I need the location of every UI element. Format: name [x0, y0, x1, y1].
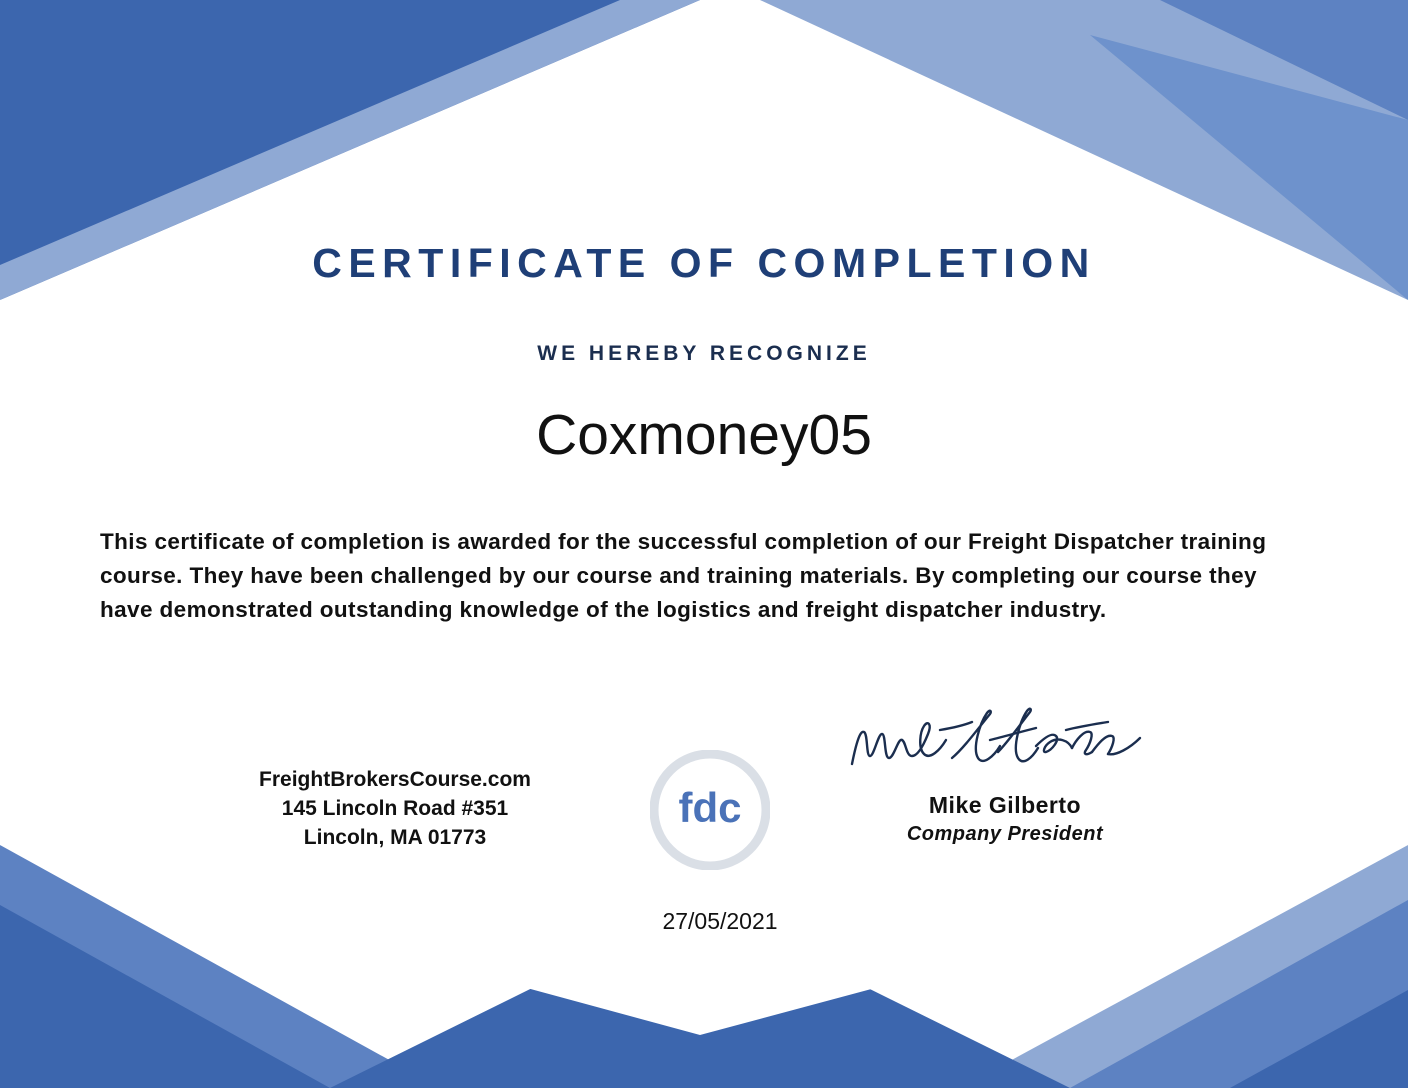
fdc-logo-text: fdc [678, 784, 742, 831]
fdc-logo-icon [650, 750, 770, 870]
recognition-label: WE HEREBY RECOGNIZE [537, 342, 871, 365]
handwritten-signature-icon [840, 700, 1170, 790]
issuer-address-line1: 145 Lincoln Road #351 [281, 797, 509, 820]
signer-name: Mike Gilberto [928, 792, 1082, 818]
signer-role: Company President [906, 823, 1104, 845]
page-title: CERTIFICATE OF COMPLETION [312, 240, 1096, 286]
issuer-website: FreightBrokersCourse.com [259, 768, 531, 791]
issuer-address-line2: Lincoln, MA 01773 [303, 826, 487, 849]
issuer-address [150, 765, 640, 852]
certificate-body-text: This certificate of completion is awarded for the successful completion of our Freight Dispatcher training course. They have been challenged by our course and training materials. By completing our course they have demonstrated outstanding knowledge of the logistics and freight dispatcher industry. [100, 529, 1267, 622]
recipient-name: Coxmoney05 [536, 403, 872, 467]
issue-date: 27/05/2021 [662, 908, 778, 934]
signature-block [830, 700, 1180, 846]
fdc-logo [650, 750, 770, 870]
